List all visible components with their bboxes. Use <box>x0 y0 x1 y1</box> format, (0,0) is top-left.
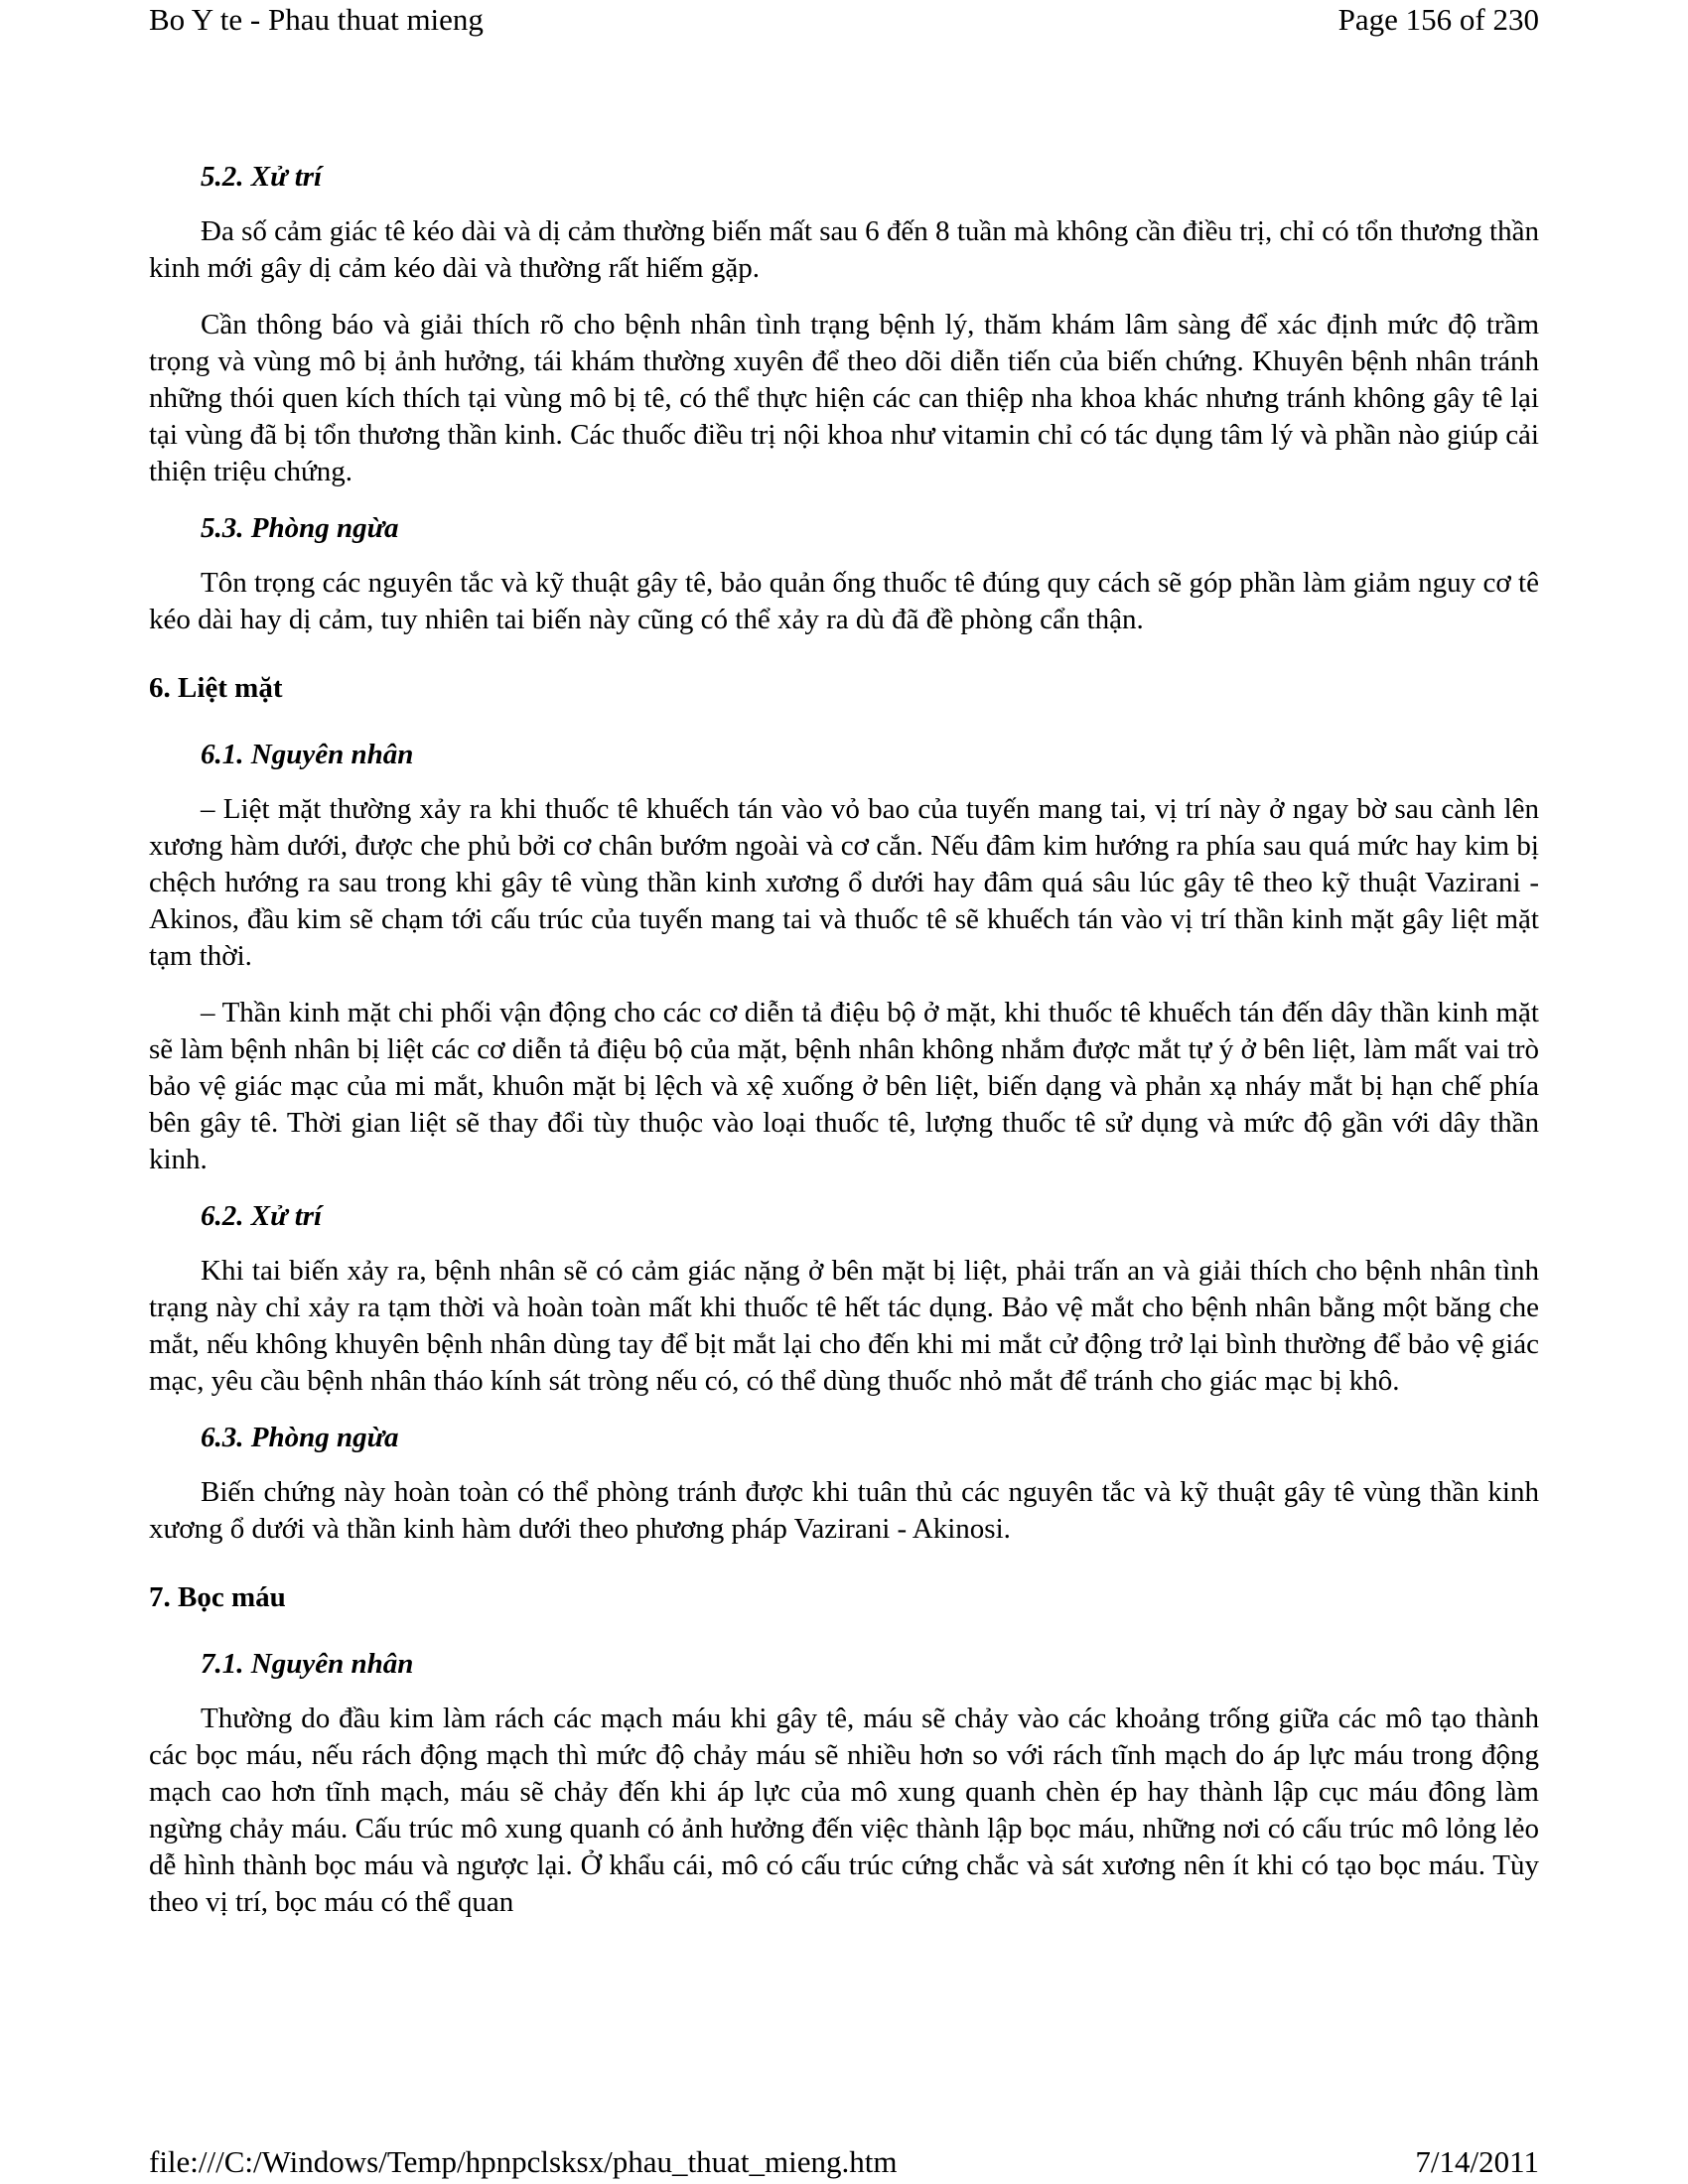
paragraph: Biến chứng này hoàn toàn có thể phòng tránh được khi tuân thủ các nguyên tắc và kỹ thuật gây tê vùng thần kinh xương ổ dưới và thần kinh hàm dưới theo phương pháp Vazirani - Akinosi. <box>149 1476 1539 1545</box>
page-number: Page 156 of 230 <box>1337 2 1539 37</box>
paragraph: Khi tai biến xảy ra, bệnh nhân sẽ có cảm giác nặng ở bên mặt bị liệt, phải trấn an và giải thích cho bệnh nhân tình trạng này chỉ xảy ra tạm thời và hoàn toàn mất khi thuốc tê hết tác dụng. Bảo vệ mắt cho bệnh nhân bằng một băng che mắt, nếu không khuyên bệnh nhân dùng tay để bịt mắt lại cho đến khi mi mắt cử động trở lại bình thường để bảo vệ giác mạc, yêu cầu bệnh nhân tháo kính sát tròng nếu có, có thể dùng thuốc nhỏ mắt để tránh cho giác mạc bị khô. <box>149 1255 1539 1397</box>
paragraph: Tôn trọng các nguyên tắc và kỹ thuật gây tê, bảo quản ống thuốc tê đúng quy cách sẽ góp phần làm giảm nguy cơ tê kéo dài hay dị cảm, tuy nhiên tai biến này cũng có thể xảy ra dù đã đề phòng cẩn thận. <box>149 567 1539 635</box>
document-body <box>149 159 1539 1941</box>
paragraph: – Thần kinh mặt chi phối vận động cho các cơ diễn tả điệu bộ ở mặt, khi thuốc tê khuếch tán đến dây thần kinh mặt sẽ làm bệnh nhân bị liệt các cơ diễn tả điệu bộ của mặt, bệnh nhân không nhắm được mắt tự ý ở bên liệt, làm mất vai trò bảo vệ giác mạc của mi mắt, khuôn mặt bị lệch và xệ xuống ở bên liệt, biến dạng và phản xạ nháy mắt bị hạn chế phía bên gây tê. Thời gian liệt sẽ thay đổi tùy thuộc vào loại thuốc tê, lượng thuốc tê sử dụng và mức độ gần với dây thần kinh. <box>149 997 1539 1175</box>
paragraph: Cần thông báo và giải thích rõ cho bệnh nhân tình trạng bệnh lý, thăm khám lâm sàng để xác định mức độ trầm trọng và vùng mô bị ảnh hưởng, tái khám thường xuyên để theo dõi diễn tiến của biến chứng. Khuyên bệnh nhân tránh những thói quen kích thích tại vùng mô bị tê, có thể thực hiện các can thiệp nha khoa khác nhưng tránh không gây tê lại tại vùng đã bị tổn thương thần kinh. Các thuốc điều trị nội khoa như vitamin chỉ có tác dụng tâm lý và phần nào giúp cải thiện triệu chứng. <box>149 309 1539 487</box>
document-title: Bo Y te - Phau thuat mieng <box>149 2 484 37</box>
paragraph: Đa số cảm giác tê kéo dài và dị cảm thường biến mất sau 6 đến 8 tuần mà không cần điều trị, chỉ có tổn thương thần kinh mới gây dị cảm kéo dài và thường rất hiếm gặp. <box>149 215 1539 284</box>
section-heading: 6.3. Phòng ngừa <box>201 1422 399 1453</box>
section-heading: 5.3. Phòng ngừa <box>201 512 399 544</box>
section-heading: 6.2. Xử trí <box>201 1200 323 1232</box>
section-heading: 5.2. Xử trí <box>201 161 323 193</box>
file-path: file:///C:/Windows/Temp/hpnpclsksx/phau_thuat_mieng.htm <box>149 2144 898 2179</box>
paragraph: Thường do đầu kim làm rách các mạch máu khi gây tê, máu sẽ chảy vào các khoảng trống giữa các mô tạo thành các bọc máu, nếu rách động mạch thì mức độ chảy máu sẽ nhiều hơn so với rách tĩnh mạch do áp lực máu trong động mạch cao hơn tĩnh mạch, máu sẽ chảy đến khi áp lực của mô xung quanh chèn ép hay thành lập cục máu đông làm ngừng chảy máu. Cấu trúc mô xung quanh có ảnh hưởng đến việc thành lập bọc máu, những nơi có cấu trúc mô lỏng lẻo dễ hình thành bọc máu và ngược lại. Ở khẩu cái, mô có cấu trúc cứng chắc và sát xương nên ít khi có tạo bọc máu. Tùy theo vị trí, bọc máu có thể quan <box>149 1703 1539 1918</box>
print-date: 7/14/2011 <box>1415 2144 1539 2179</box>
paragraph: – Liệt mặt thường xảy ra khi thuốc tê khuếch tán vào vỏ bao của tuyến mang tai, vị trí này ở ngay bờ sau cành lên xương hàm dưới, được che phủ bởi cơ chân bướm ngoài và cơ cắn. Nếu đâm kim hướng ra phía sau quá mức hay kim bị chệch hướng ra sau trong khi gây tê vùng thần kinh xương ổ dưới hay đâm quá sâu lúc gây tê theo kỹ thuật Vazirani - Akinos, đầu kim sẽ chạm tới cấu trúc của tuyến mang tai và thuốc tê sẽ khuếch tán vào vị trí thần kinh mặt gây liệt mặt tạm thời. <box>149 793 1539 972</box>
chapter-heading: 7. Bọc máu <box>149 1581 286 1613</box>
section-heading: 6.1. Nguyên nhân <box>201 739 414 770</box>
page-header <box>149 2 1539 38</box>
section-heading: 7.1. Nguyên nhân <box>201 1648 414 1680</box>
chapter-heading: 6. Liệt mặt <box>149 672 283 704</box>
page-footer <box>149 2144 1539 2180</box>
